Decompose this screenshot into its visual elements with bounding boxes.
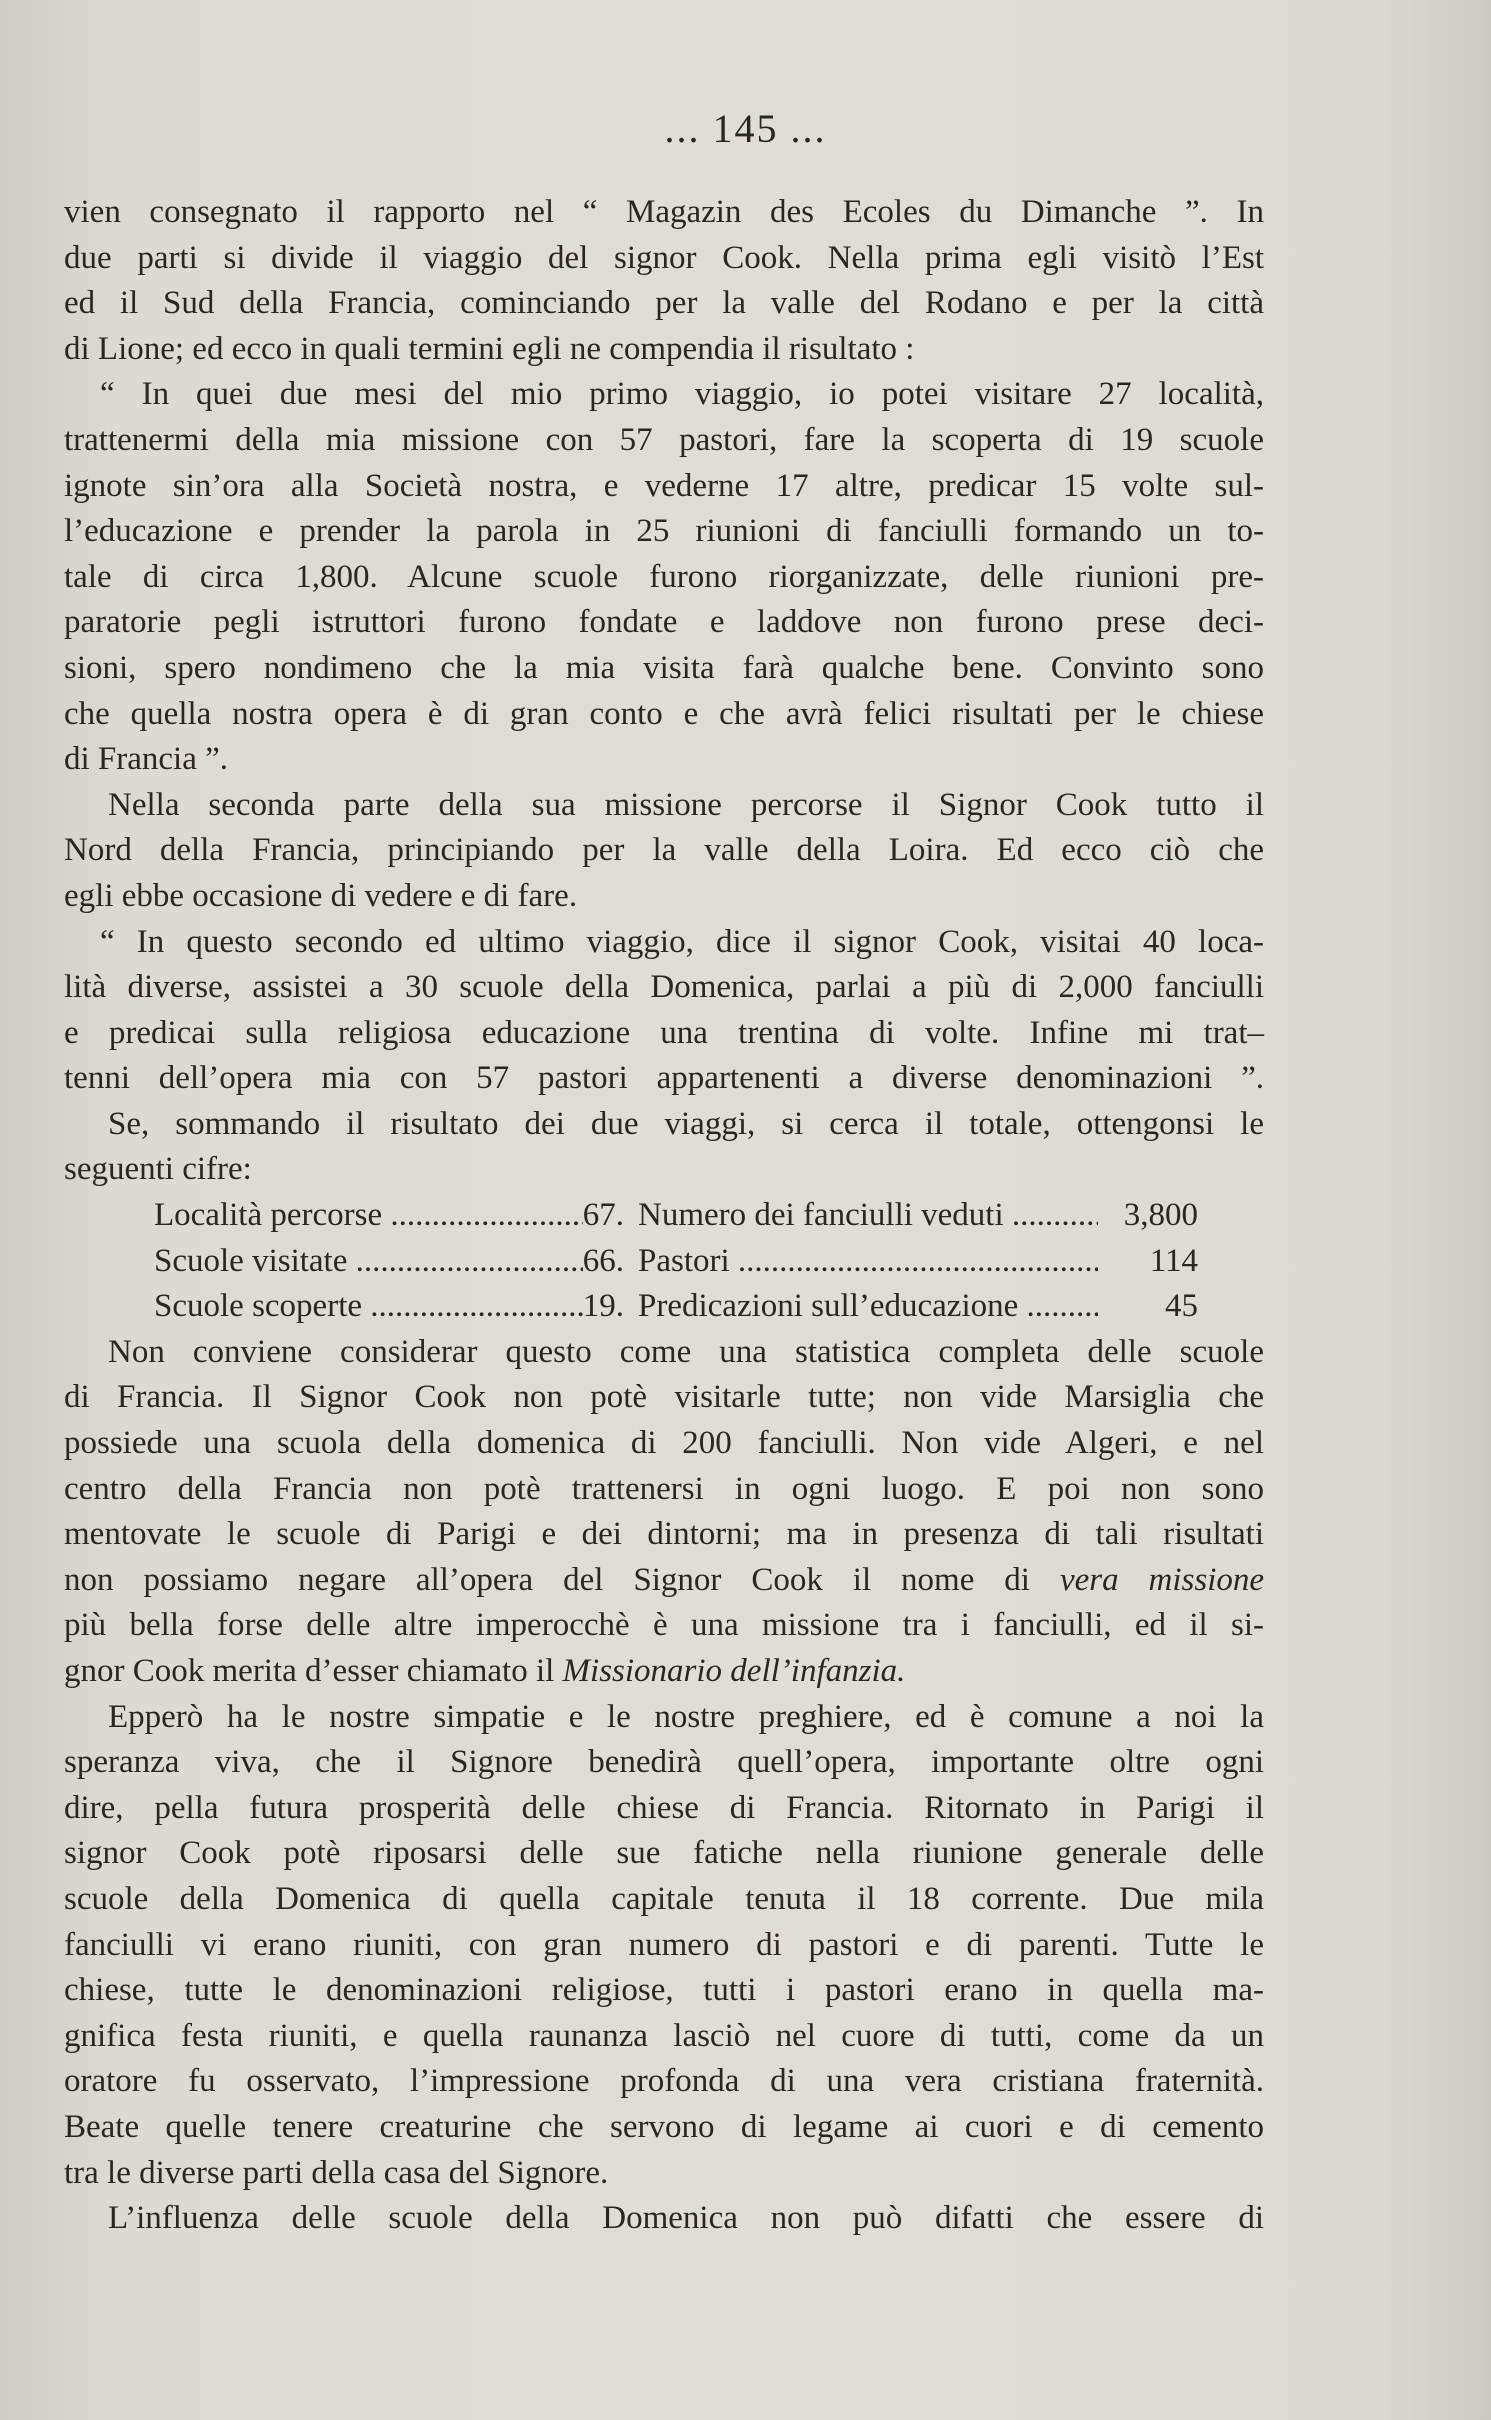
stat-label: Predicazioni sull’educazione ..... bbox=[638, 1284, 1098, 1330]
text-line: ed il Sud della Francia, cominciando per la valle del Rodano e per la città bbox=[64, 285, 1264, 322]
text-line: e predicai sulla religiosa educazione una trentina di volte. Infine mi trat– bbox=[64, 1014, 1264, 1051]
italic-phrase: vera missione bbox=[1059, 1561, 1265, 1598]
text-line: Epperò ha le nostre simpatie e le nostre preghiere, ed è comune a noi la bbox=[108, 1698, 1264, 1735]
text-line: L’influenza delle scuole della Domenica non può difatti che essere di bbox=[108, 2200, 1264, 2237]
text-line: “ In questo secondo ed ultimo viaggio, dice il signor Cook, visitai 40 loca- bbox=[100, 923, 1264, 960]
text-line: Non conviene considerar questo come una statistica completa delle scuole bbox=[108, 1333, 1264, 1370]
text-line: seguenti cifre: bbox=[64, 1151, 252, 1188]
stats-row bbox=[64, 1284, 1264, 1330]
text-line: possiede una scuola della domenica di 200 fanciulli. Non vide Algeri, e nel bbox=[64, 1425, 1264, 1462]
text-line: tale di circa 1,800. Alcune scuole furono riorganizzate, delle riunioni pre- bbox=[64, 558, 1264, 595]
text-line: Nord della Francia, principiando per la valle della Loira. Ed ecco ciò che bbox=[64, 832, 1264, 869]
text-line: ignote sin’ora alla Società nostra, e vederne 17 altre, predicar 15 volte sul- bbox=[64, 467, 1264, 504]
stat-value: 19. bbox=[582, 1288, 624, 1325]
text-line: centro della Francia non potè trattenersi in ogni luogo. E poi non sono bbox=[64, 1470, 1264, 1507]
text-line: paratorie pegli istruttori furono fondate e laddove non furono prese deci- bbox=[64, 604, 1264, 641]
stat-value: 66. bbox=[582, 1242, 624, 1279]
stat-label: Pastori ..... bbox=[638, 1239, 1098, 1285]
text-line: vien consegnato il rapporto nel “ Magazin des Ecoles du Dimanche ”. In bbox=[64, 194, 1264, 230]
stat-label: Scuole scoperte ..... bbox=[154, 1284, 583, 1330]
text-line: di Francia ”. bbox=[64, 741, 229, 778]
text-line: speranza viva, che il Signore benedirà quell’opera, importante oltre ogni bbox=[64, 1744, 1264, 1781]
text-line-italic-phrase bbox=[64, 1649, 1264, 1695]
text-line: che quella nostra opera è di gran conto e che avrà felici risultati per le chiese bbox=[64, 695, 1264, 732]
text-line: egli ebbe occasione di vedere e di fare. bbox=[64, 877, 578, 914]
text-line-italic-phrase bbox=[64, 1558, 1264, 1604]
text-segment: gnor Cook merita d’esser chiamato il bbox=[64, 1653, 555, 1689]
text-line: tenni dell’opera mia con 57 pastori appartenenti a diverse denominazioni ”. bbox=[64, 1060, 1264, 1097]
text-line: oratore fu osservato, l’impressione profonda di una vera cristiana fraternità. bbox=[64, 2063, 1264, 2100]
text-line: signor Cook potè riposarsi delle sue fatiche nella riunione generale delle bbox=[64, 1835, 1264, 1872]
text-line: sioni, spero nondimeno che la mia visita farà qualche bene. Convinto sono bbox=[64, 649, 1264, 686]
stat-label: Località percorse ..... bbox=[154, 1193, 583, 1239]
text-line: di Lione; ed ecco in quali termini egli ne compendia il risultato : bbox=[64, 330, 915, 367]
text-line: l’educazione e prender la parola in 25 riunioni di fanciulli formando un to- bbox=[64, 513, 1264, 550]
text-line: lità diverse, assistei a 30 scuole della Domenica, parlai a più di 2,000 fanciulli bbox=[64, 969, 1264, 1006]
stat-value: 45 bbox=[1165, 1288, 1198, 1325]
italic-phrase: Missionario dell’infanzia. bbox=[562, 1653, 906, 1689]
text-line: Se, sommando il risultato dei due viaggi, si cerca il totale, ottengonsi le bbox=[108, 1105, 1264, 1142]
stats-row bbox=[64, 1239, 1264, 1285]
text-line: “ In quei due mesi del mio primo viaggio, io potei visitare 27 località, bbox=[100, 376, 1264, 413]
stat-value: 3,800 bbox=[1123, 1197, 1198, 1234]
text-line: chiese, tutte le denominazioni religiose, tutti i pastori erano in quella ma- bbox=[64, 1972, 1264, 2009]
text-line: tra le diverse parti della casa del Signore. bbox=[64, 2154, 609, 2191]
text-segment: non possiamo negare all’opera del Signor Cook il nome di bbox=[64, 1561, 1030, 1598]
text-line: Beate quelle tenere creaturine che servono di legame ai cuori e di cemento bbox=[64, 2108, 1264, 2145]
stat-label: Numero dei fanciulli veduti ..... bbox=[638, 1193, 1098, 1239]
text-line: trattenermi della mia missione con 57 pastori, fare la scoperta di 19 scuole bbox=[64, 421, 1264, 458]
stats-row bbox=[64, 1193, 1264, 1239]
stat-value: 114 bbox=[1149, 1242, 1198, 1279]
body-text bbox=[64, 190, 1264, 2242]
text-line: due parti si divide il viaggio del signor Cook. Nella prima egli visitò l’Est bbox=[64, 239, 1264, 276]
text-line: dire, pella futura prosperità delle chiese di Francia. Ritornato in Parigi il bbox=[64, 1789, 1264, 1826]
text-line: Nella seconda parte della sua missione percorse il Signor Cook tutto il bbox=[108, 786, 1264, 823]
text-line: mentovate le scuole di Parigi e dei dintorni; ma in presenza di tali risultati bbox=[64, 1516, 1264, 1553]
text-line: fanciulli vi erano riuniti, con gran numero di pastori e di parenti. Tutte le bbox=[64, 1926, 1264, 1963]
text-line: gnifica festa riuniti, e quella raunanza lasciò nel cuore di tutti, come da un bbox=[64, 2017, 1264, 2054]
text-line: più bella forse delle altre imperocchè è una missione tra i fanciulli, ed il si- bbox=[64, 1607, 1264, 1644]
text-line: di Francia. Il Signor Cook non potè visitarle tutte; non vide Marsiglia che bbox=[64, 1379, 1264, 1416]
stat-label: Scuole visitate ..... bbox=[154, 1239, 583, 1285]
stat-value: 67. bbox=[582, 1197, 624, 1234]
page-number: ... 145 ... bbox=[664, 106, 827, 151]
text-line: scuole della Domenica di quella capitale tenuta il 18 corrente. Due mila bbox=[64, 1880, 1264, 1917]
